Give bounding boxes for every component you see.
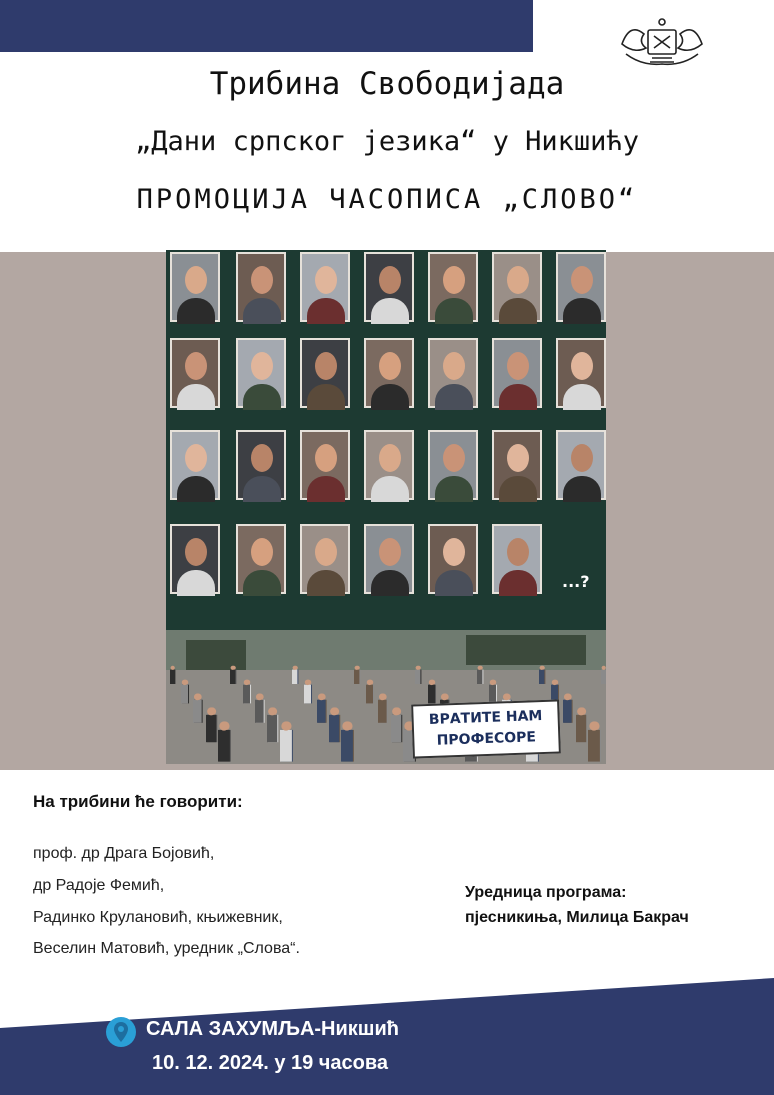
crowd-person [588,730,600,762]
crowd-person [354,670,359,684]
portrait-photo [364,524,414,594]
sign-line-1: ВРАТИТЕ НАМ [428,708,543,728]
crowd-head [503,694,510,701]
portrait-face [315,266,337,294]
portrait-photo [300,338,350,408]
portrait-face [379,266,401,294]
portrait-photo [364,338,414,408]
crowd-head [602,666,606,670]
crowd-head [478,666,482,670]
portrait-face [379,538,401,566]
portrait-photo [428,252,478,322]
crowd-person [230,670,235,684]
crowd-person [428,685,435,704]
portrait-face [443,538,465,566]
portrait-shoulders [307,476,345,502]
portrait-shoulders [499,298,537,324]
portrait-face [443,352,465,380]
portrait-face [251,444,273,472]
crowd-head [540,666,544,670]
portrait-face [379,352,401,380]
portrait-face [379,444,401,472]
portrait-shoulders [435,384,473,410]
crowd-person [366,685,373,704]
crowd-person [378,700,387,723]
crowd-person [304,685,311,704]
portrait-shoulders [435,476,473,502]
portrait-shoulders [371,298,409,324]
portrait-shoulders [371,570,409,596]
crowd-person [391,715,401,742]
portrait-photo [556,430,606,500]
portrait-face [251,352,273,380]
crowd-person [255,700,264,723]
portrait-photo [170,524,220,594]
portrait-photo [236,430,286,500]
crowd-head [392,707,400,715]
portrait-shoulders [177,298,215,324]
crowd-head [367,680,372,685]
crowd-person [218,730,230,762]
portrait-face [251,538,273,566]
portrait-face [443,444,465,472]
portrait-shoulders [371,476,409,502]
event-datetime: 10. 12. 2024. у 19 часова [152,1052,389,1074]
portrait-photo [364,252,414,322]
top-accent-bar [0,0,533,52]
speaker-3: Радинко Крулановић, књижевник, [33,909,283,926]
portrait-photo [236,524,286,594]
crowd-head [171,666,175,670]
portrait-face [185,266,207,294]
crowd-person [539,670,544,684]
speaker-2: др Радоје Фемић, [33,877,165,894]
speaker-4: Веселин Матовић, уредник „Слова“. [33,940,300,957]
event-subtitle: „Дани српског језика“ у Никшићу [135,126,639,157]
portrait-shoulders [243,298,281,324]
crowd-person [181,685,188,704]
portrait-face [185,444,207,472]
ellipsis-question: ...? [562,572,590,591]
crowd-head [194,694,201,701]
portrait-photo [428,338,478,408]
crowd-head [379,694,386,701]
venue-label: САЛА ЗАХУМЉА-Никшић [146,1018,399,1040]
portrait-grid [166,250,606,630]
portrait-shoulders [499,384,537,410]
portrait-photo [170,252,220,322]
sign-line-2: ПРОФЕСОРЕ [436,729,537,749]
portrait-shoulders [307,384,345,410]
promotion-heading: ПРОМОЦИЈА ЧАСОПИСА „СЛОВО“ [136,184,638,215]
crowd-head [441,694,448,701]
portrait-shoulders [563,476,601,502]
crowd-head [293,666,297,670]
portrait-shoulders [435,570,473,596]
crowd-person [170,670,175,684]
crowd-head [490,680,495,685]
portrait-photo [364,430,414,500]
speaker-1: проф. др Драга Бојовић, [33,845,215,862]
crowd-head [355,666,359,670]
crowd-person [601,670,606,684]
portrait-face [571,444,593,472]
portrait-shoulders [371,384,409,410]
portrait-shoulders [243,384,281,410]
crowd-person [563,700,572,723]
crowd-person [317,700,326,723]
portrait-photo [300,252,350,322]
crowd-person [292,670,297,684]
portrait-face [315,538,337,566]
crowd-head [342,721,351,730]
crowd-head [256,694,263,701]
portrait-face [443,266,465,294]
portrait-face [185,352,207,380]
portrait-face [507,266,529,294]
portrait-photo [428,430,478,500]
crowd-person [576,715,586,742]
portrait-photo [300,524,350,594]
portrait-face [507,352,529,380]
portrait-photo [492,524,542,594]
portrait-face [251,266,273,294]
portrait-photo [236,338,286,408]
crowd-person [415,670,420,684]
speakers-heading: На трибини ће говорити: [33,792,243,811]
emblem-logo [612,14,712,70]
crowd-person [267,715,277,742]
crowd-head [564,694,571,701]
portrait-photo [492,252,542,322]
crowd-person [280,730,292,762]
crowd-person [489,685,496,704]
crowd-head [552,680,557,685]
portrait-face [315,444,337,472]
portrait-photo [236,252,286,322]
crowd-head [207,707,215,715]
crowd-person [243,685,250,704]
crowd-head [219,721,228,730]
event-title: Трибина Свободијада [209,66,565,102]
portrait-face [185,538,207,566]
crowd-head [318,694,325,701]
portrait-face [571,352,593,380]
protest-sign [411,699,561,758]
portrait-photo [556,252,606,322]
crowd-head [416,666,420,670]
crowd-person [477,670,482,684]
crowd-head [577,707,585,715]
crowd-head [268,707,276,715]
location-pin-icon [105,1016,137,1048]
portrait-shoulders [563,384,601,410]
portrait-photo [170,338,220,408]
portrait-shoulders [499,570,537,596]
portrait-photo [170,430,220,500]
crowd-head [589,721,598,730]
crowd-head [244,680,249,685]
portrait-shoulders [177,570,215,596]
crowd-person [329,715,339,742]
portrait-shoulders [563,298,601,324]
portrait-shoulders [307,298,345,324]
editor-name: пјесникиња, Милица Бакрач [465,909,689,926]
portrait-shoulders [177,384,215,410]
portrait-shoulders [177,476,215,502]
portrait-photo [428,524,478,594]
poster-image [166,250,606,764]
portrait-shoulders [499,476,537,502]
portrait-photo [492,430,542,500]
portrait-shoulders [435,298,473,324]
crowd-person [193,700,202,723]
portrait-shoulders [243,476,281,502]
crowd-head [231,666,235,670]
editor-label: Уредница програма: [465,884,627,901]
crowd-head [182,680,187,685]
crowd-head [429,680,434,685]
portrait-shoulders [243,570,281,596]
portrait-face [507,444,529,472]
crowd-head [281,721,290,730]
crowd-head [305,680,310,685]
crowd-person [341,730,353,762]
portrait-photo [556,338,606,408]
portrait-photo [300,430,350,500]
crowd-head [330,707,338,715]
portrait-face [571,266,593,294]
portrait-face [507,538,529,566]
portrait-photo [492,338,542,408]
portrait-face [315,352,337,380]
portrait-shoulders [307,570,345,596]
crowd-person [206,715,216,742]
